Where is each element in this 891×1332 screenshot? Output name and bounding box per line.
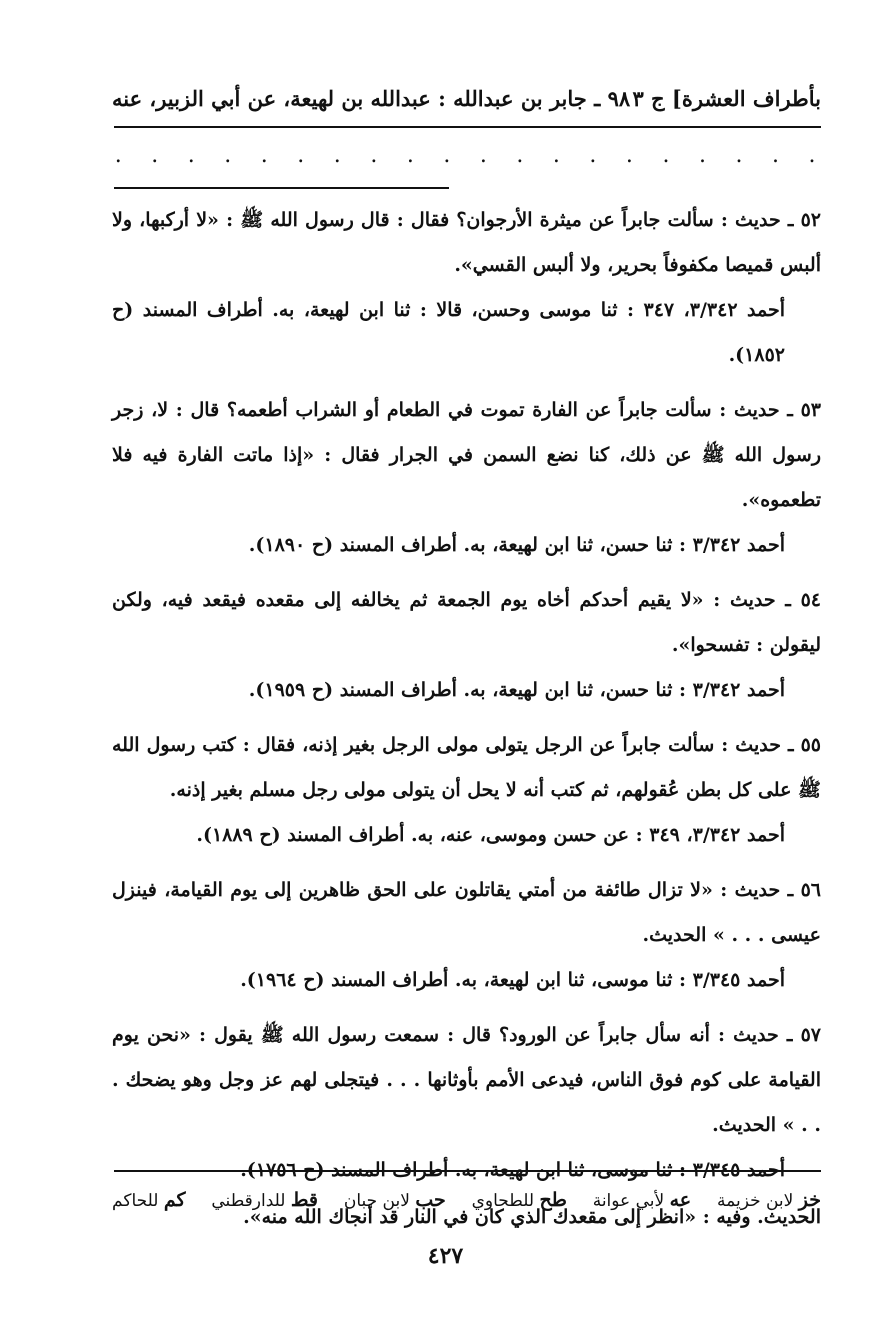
dot: . [443,143,451,168]
abbreviation-label: لأبي عوانة [592,1191,665,1211]
abbreviation-code: حب [415,1189,446,1211]
hadith-entry-57 [112,1013,821,1193]
footer-rule [114,1170,821,1172]
hadith-entry-56 [112,868,821,1003]
ellipsis-dots-row [114,143,816,168]
hadith-source: أحمد ٣/٣٤٢ : ثنا حسن، ثنا ابن لهيعة، به. أطراف المسند (ح ١٨٩٠). [248,534,785,556]
dot: . [516,143,524,168]
abbreviation-code: خز [798,1189,821,1211]
running-header [112,78,821,118]
hadith-source: أحمد ٣/٣٤٥ : ثنا موسى، ثنا ابن لهيعة، به. أطراف المسند (ح ١٧٥٦). [240,1159,785,1181]
hadith-entry-55 [112,723,821,858]
abbreviation-code: طح [539,1189,567,1211]
abbreviation-item [717,1180,821,1221]
hadith-text: ٥٣ ـ حديث : سألت جابراً عن الفارة تموت في الطعام أو الشراب أطعمه؟ قال : لا، زجر رسول الله ﷺ عن ذلك، كنا نضع السمن في الجرار فقال : «إذا ماتت الفارة فيه فلا تطعموه». [112,399,821,511]
closing-line: الحديث. وفيه : «انظر إلى مقعدك الذي كان في النار قد أنجاك الله منه». [243,1206,821,1228]
dot: . [151,143,159,168]
abbreviation-item [112,1180,185,1221]
dot: . [808,143,816,168]
page-number: ٤٢٧ [427,1243,464,1269]
hadith-entry-53 [112,388,821,568]
header-rule [114,126,821,128]
dot: . [479,143,487,168]
hadith-text: ٥٢ ـ حديث : سألت جابراً عن ميثرة الأرجوان؟ فقال : قال رسول الله ﷺ : «لا أركبها، ولا ألبس قميصا مكفوفاً بحرير، ولا ألبس القسي». [112,209,821,276]
dot: . [698,143,706,168]
abbreviations-key [112,1180,821,1221]
abbreviation-label: للدارقطني [211,1191,286,1211]
dot: . [406,143,414,168]
section-separator [114,187,449,189]
dot: . [552,143,560,168]
hadith-text: ٥٦ ـ حديث : «لا تزال طائفة من أمتي يقاتلون على الحق ظاهرين إلى يوم القيامة، فينزل عيسى . . . » الحديث. [112,879,821,946]
dot: . [771,143,779,168]
abbreviation-code: عه [669,1189,692,1211]
dot: . [589,143,597,168]
dot: . [260,143,268,168]
abbreviation-code: كم [163,1189,186,1211]
hadith-source: أحمد ٣/٣٤٢ : ثنا حسن، ثنا ابن لهيعة، به. أطراف المسند (ح ١٩٥٩). [248,679,785,701]
dot: . [370,143,378,168]
dot: . [333,143,341,168]
dot: . [187,143,195,168]
hadith-source: أحمد ٣/٣٤٢، ٣٤٩ : عن حسن وموسى، عنه، به. أطراف المسند (ح ١٨٨٩). [196,824,785,846]
hadith-entry-52 [112,198,821,378]
dot: . [735,143,743,168]
dot: . [625,143,633,168]
hadith-source: أحمد ٣/٣٤٢، ٣٤٧ : ثنا موسى وحسن، قالا : ثنا ابن لهيعة، به. أطراف المسند (ح ١٨٥٢). [112,299,785,366]
abbreviation-item [344,1180,446,1221]
hadith-text: ٥٤ ـ حديث : «لا يقيم أحدكم أخاه يوم الجمعة ثم يخالفه إلى مقعده فيقعد فيه، ولكن ليقولن : تفسحوا». [112,589,821,656]
header-book-title: بأطراف العشرة] ج ٣ [632,85,821,111]
dot: . [297,143,305,168]
hadith-list [112,198,821,1240]
abbreviation-item [472,1180,567,1221]
dot: . [224,143,232,168]
abbreviation-label: لابن خزيمة [717,1191,794,1211]
header-chapter-title: ٩٨ ـ جابر بن عبدالله : عبدالله بن لهيعة، عن أبي الزبير، عنه [112,85,631,111]
abbreviation-item [593,1180,691,1221]
hadith-text: ٥٥ ـ حديث : سألت جابراً عن الرجل يتولى مولى الرجل بغير إذنه، فقال : كتب رسول الله ﷺ على كل بطن عُقولهم، ثم كتب أنه لا يحل أن يتولى مولى رجل مسلم بغير إذنه. [112,734,821,801]
abbreviation-label: للطحاوي [471,1191,535,1211]
abbreviation-label: لابن حبان [343,1191,410,1211]
hadith-text: ٥٧ ـ حديث : أنه سأل جابراً عن الورود؟ قال : سمعت رسول الله ﷺ يقول : «نحن يوم القيامة على كوم فوق الناس، فيدعى الأمم بأوثانها . . . فيتجلى لهم عز وجل وهو يضحك . . . » الحديث. [112,1024,821,1136]
hadith-entry-54 [112,578,821,713]
dot: . [114,143,122,168]
abbreviation-item [211,1180,318,1221]
dot: . [662,143,670,168]
abbreviation-label: للحاكم [112,1191,159,1211]
abbreviation-code: قط [290,1189,318,1211]
hadith-source: أحمد ٣/٣٤٥ : ثنا موسى، ثنا ابن لهيعة، به. أطراف المسند (ح ١٩٦٤). [240,969,785,991]
